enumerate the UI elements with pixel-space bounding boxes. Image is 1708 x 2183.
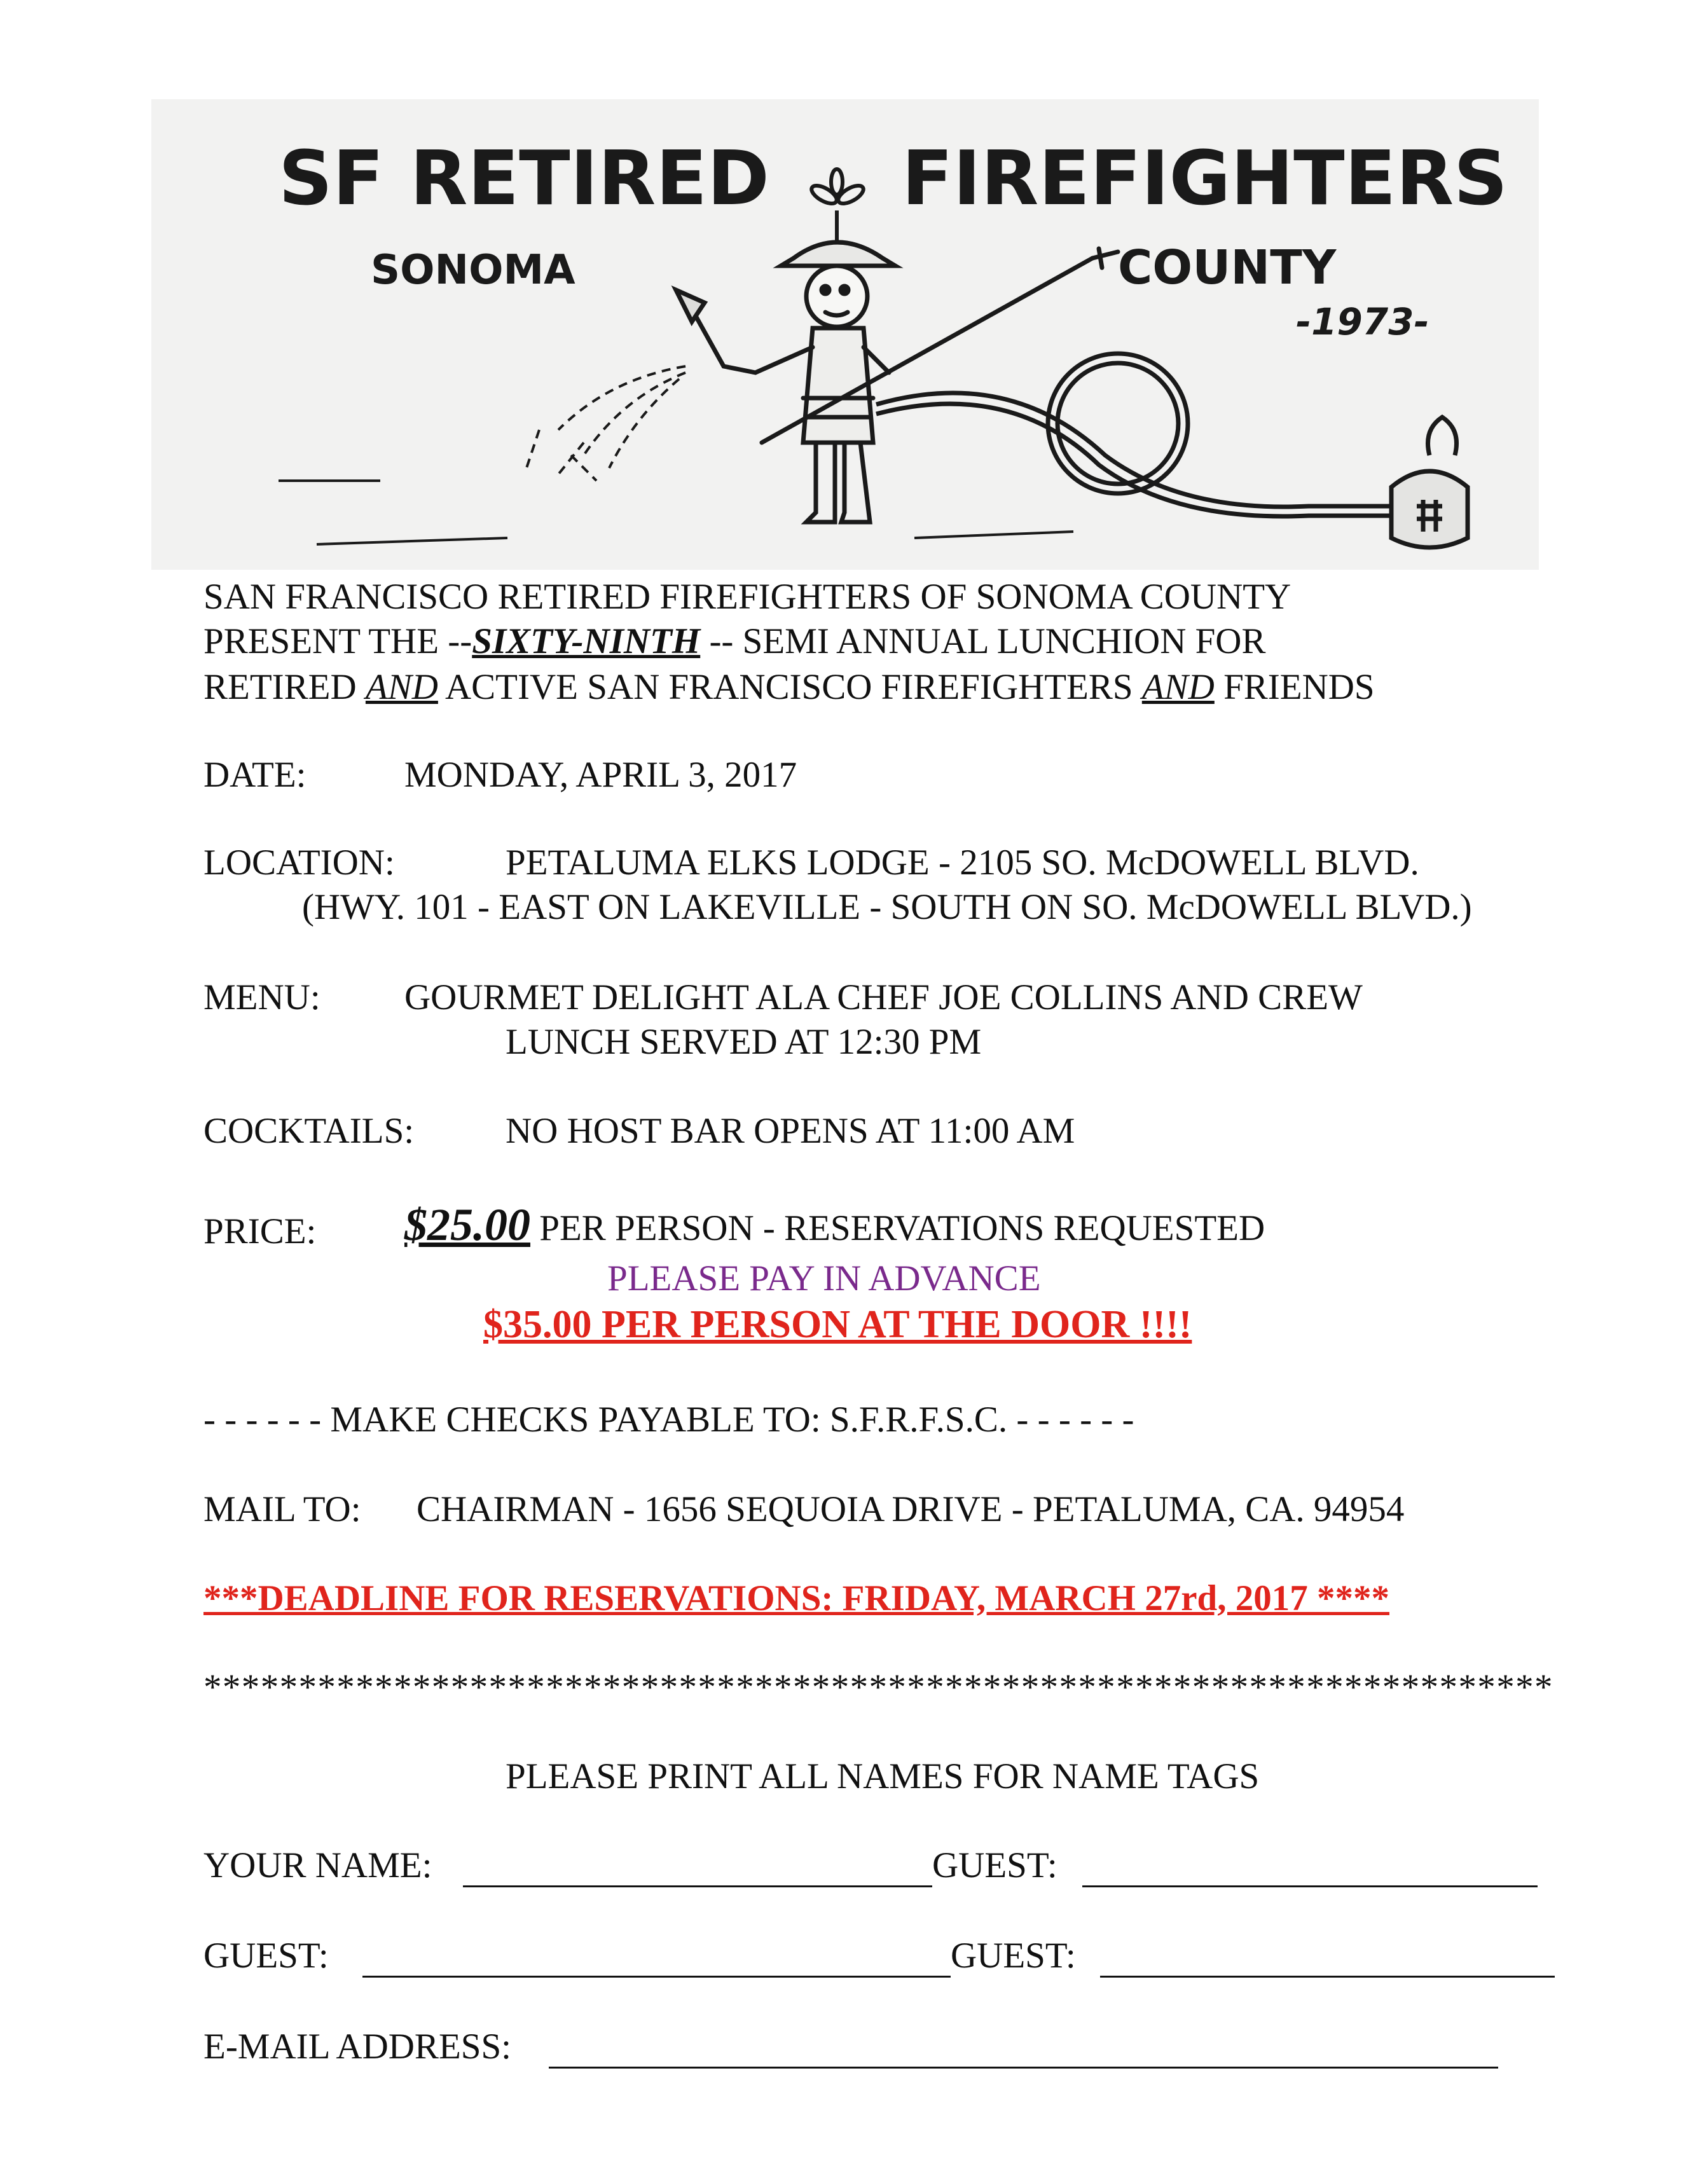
- your-name-label: YOUR NAME:: [203, 1845, 432, 1885]
- guest-label-2: GUEST:: [203, 1936, 329, 1976]
- price-rest: PER PERSON - RESERVATIONS REQUESTED: [530, 1208, 1265, 1248]
- reservation-deadline: ***DEADLINE FOR RESERVATIONS: FRIDAY, MARCH 27rd, 2017 ****: [203, 1578, 1389, 1618]
- banner-subtitle-right: COUNTY: [1118, 240, 1337, 295]
- intro-line-2-post: -- SEMI ANNUAL LUNCHION FOR: [700, 621, 1266, 661]
- guest-field-3[interactable]: [1100, 1938, 1555, 1978]
- cocktails-value: NO HOST BAR OPENS AT 11:00 AM: [506, 1111, 1075, 1151]
- propeller-icon: [809, 169, 866, 242]
- menu-label: MENU:: [203, 977, 320, 1017]
- star-separator: ***********************************************************************: [203, 1667, 1553, 1707]
- pay-in-advance-note: PLEASE PAY IN ADVANCE: [607, 1258, 1041, 1298]
- guest-label-3: GUEST:: [951, 1936, 1076, 1976]
- price-line: [404, 1199, 1265, 1250]
- banner-illustration: [151, 99, 1539, 570]
- intro-and-1: AND: [365, 667, 438, 707]
- firefighter-cartoon-logo: [151, 99, 1539, 570]
- date-label: DATE:: [203, 755, 306, 795]
- intro-and-2: AND: [1141, 667, 1215, 707]
- lunch-served-time: LUNCH SERVED AT 12:30 PM: [506, 1022, 982, 1062]
- checks-payable-line: - - - - - - MAKE CHECKS PAYABLE TO: S.F.R.F.S.C. - - - - - -: [203, 1400, 1134, 1440]
- banner-title-right: FIREFIGHTERS: [902, 134, 1508, 222]
- door-price-warning: $35.00 PER PERSON AT THE DOOR !!!!: [483, 1303, 1192, 1346]
- fire-hose: [876, 354, 1468, 547]
- form-heading: PLEASE PRINT ALL NAMES FOR NAME TAGS: [506, 1756, 1260, 1796]
- price-amount: $25.00: [404, 1199, 530, 1250]
- firefighter-figure: [676, 242, 1118, 522]
- location-directions: (HWY. 101 - EAST ON LAKEVILLE - SOUTH ON SO. McDOWELL BLVD.): [302, 887, 1472, 927]
- edition-number: SIXTY-NINTH: [472, 621, 701, 661]
- intro-line-3-part-c: FRIENDS: [1214, 667, 1375, 707]
- ground-line: [279, 481, 1073, 544]
- mail-to-address: CHAIRMAN - 1656 SEQUOIA DRIVE - PETALUMA, CA. 94954: [417, 1489, 1405, 1529]
- intro-line-3: [203, 669, 1375, 705]
- location-label: LOCATION:: [203, 843, 395, 883]
- your-name-field[interactable]: [463, 1847, 932, 1887]
- water-spray: [527, 366, 685, 481]
- guest-field-1[interactable]: [1082, 1847, 1538, 1887]
- guest-field-2[interactable]: [362, 1938, 951, 1978]
- intro-line-2: [203, 623, 1266, 659]
- intro-line-3-part-b: ACTIVE SAN FRANCISCO FIREFIGHTERS: [437, 667, 1142, 707]
- banner-subtitle-left: SONOMA: [371, 247, 575, 294]
- intro-line-1: SAN FRANCISCO RETIRED FIREFIGHTERS OF SONOMA COUNTY: [203, 577, 1291, 617]
- banner-title-left: SF RETIRED: [279, 134, 769, 222]
- intro-line-2-pre: PRESENT THE --: [203, 621, 472, 661]
- guest-label-1: GUEST:: [932, 1845, 1057, 1885]
- banner-year: -1973-: [1296, 300, 1429, 343]
- mail-to-label: MAIL TO:: [203, 1489, 361, 1529]
- price-label: PRICE:: [203, 1211, 317, 1251]
- cocktails-label: COCKTAILS:: [203, 1111, 415, 1151]
- email-label: E-MAIL ADDRESS:: [203, 2027, 511, 2067]
- email-field[interactable]: [549, 2028, 1498, 2069]
- menu-value: GOURMET DELIGHT ALA CHEF JOE COLLINS AND CREW: [404, 977, 1363, 1017]
- date-value: MONDAY, APRIL 3, 2017: [404, 755, 797, 795]
- intro-line-3-part-a: RETIRED: [203, 667, 366, 707]
- location-value: PETALUMA ELKS LODGE - 2105 SO. McDOWELL BLVD.: [506, 843, 1419, 883]
